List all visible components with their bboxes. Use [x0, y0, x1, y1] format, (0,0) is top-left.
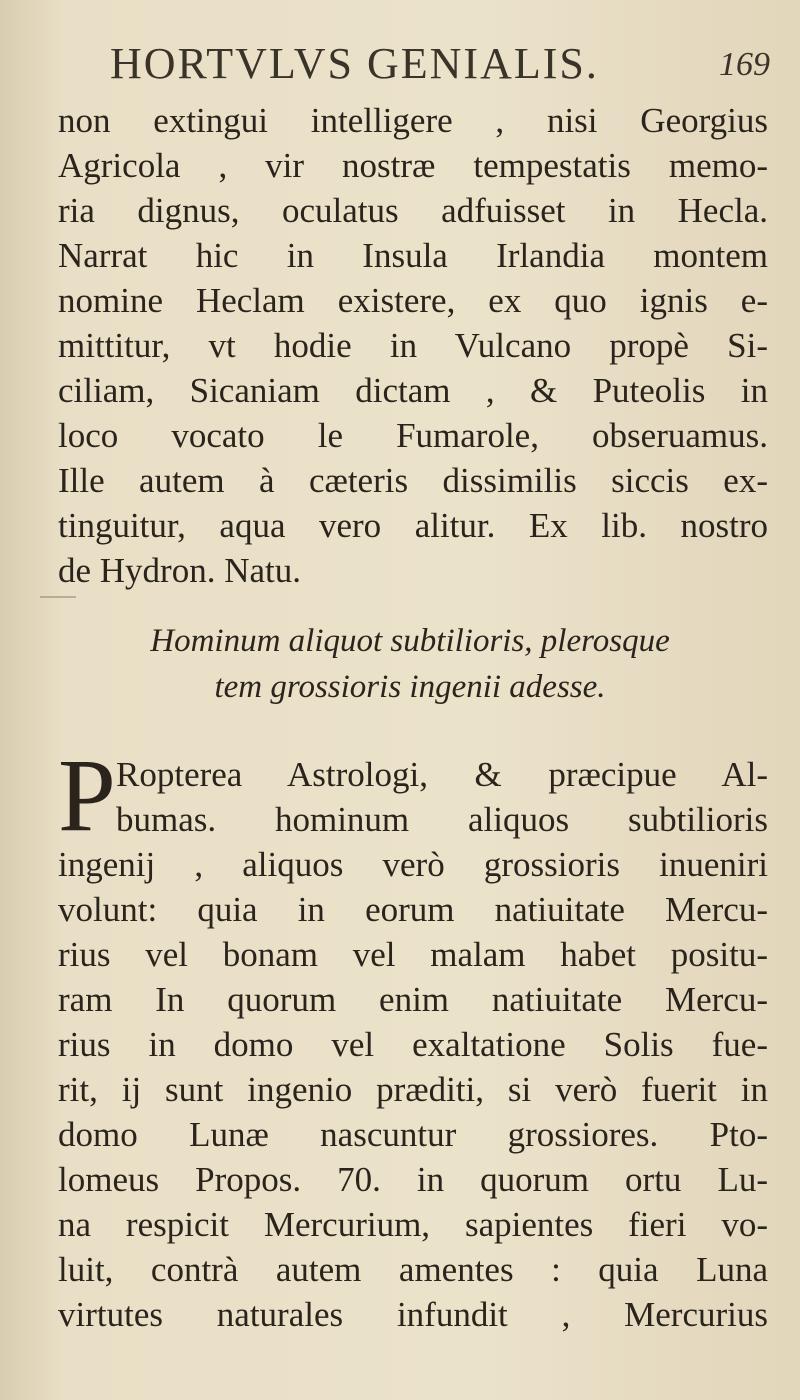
- text-line: loco vocato le Fumarole, obseruamus.: [58, 416, 768, 455]
- text-line: domo Lunæ nascuntur grossiores. Pto-: [58, 1115, 768, 1154]
- running-title: HORTVLVS GENIALIS.: [110, 39, 599, 88]
- text-line: ria dignus, oculatus adfuisset in Hecla.: [58, 191, 768, 230]
- text-line: ciliam, Sicaniam dictam , & Puteolis in: [58, 371, 768, 410]
- text-line: rius in domo vel exaltatione Solis fue-: [58, 1025, 768, 1064]
- text-line: na respicit Mercurium, sapientes fieri vo-: [58, 1205, 768, 1244]
- paragraph-2: [58, 738, 768, 1337]
- text-line: Ropterea Astrologi, & præcipue Al-: [116, 755, 768, 794]
- paragraph-1: [58, 98, 768, 593]
- text-line: nomine Heclam existere, ex quo ignis e-: [58, 281, 768, 320]
- text-line: non extingui intelligere , nisi Georgius: [58, 101, 768, 140]
- text-line: Ille autem à cæteris dissimilis siccis ex-: [58, 461, 768, 500]
- heading-line: tem grossioris ingenii adesse.: [214, 669, 606, 705]
- text-line: luit, contrà autem amentes : quia Luna: [58, 1250, 768, 1289]
- page-number: 169: [719, 46, 770, 83]
- drop-cap: P: [58, 738, 116, 853]
- text-line: Agricola , vir nostræ tempestatis memo-: [58, 146, 768, 185]
- text-line: ram In quorum enim natiuitate Mercu-: [58, 980, 768, 1019]
- text-line: ingenij , aliquos verò grossioris inueniri: [58, 845, 768, 884]
- running-head: [110, 38, 770, 98]
- text-line: volunt: quia in eorum natiuitate Mercu-: [58, 890, 768, 929]
- section-heading: [60, 618, 760, 710]
- text-line: rius vel bonam vel malam habet positu-: [58, 935, 768, 974]
- heading-line: Hominum aliquot subtilioris, plerosque: [150, 623, 670, 659]
- text-line: lomeus Propos. 70. in quorum ortu Lu-: [58, 1160, 768, 1199]
- text-line: tinguitur, aqua vero alitur. Ex lib. nostro: [58, 506, 768, 545]
- text-line: mittitur, vt hodie in Vulcano propè Si-: [58, 326, 768, 365]
- text-line: virtutes naturales infundit , Mercurius: [58, 1295, 768, 1334]
- text-line: Narrat hic in Insula Irlandia montem: [58, 236, 768, 275]
- text-line: rit, ij sunt ingenio præditi, si verò fuerit in: [58, 1070, 768, 1109]
- text-line: bumas. hominum aliquos subtilioris: [116, 800, 768, 839]
- text-line: de Hydron. Natu.: [58, 551, 302, 590]
- section-divider: [40, 596, 76, 598]
